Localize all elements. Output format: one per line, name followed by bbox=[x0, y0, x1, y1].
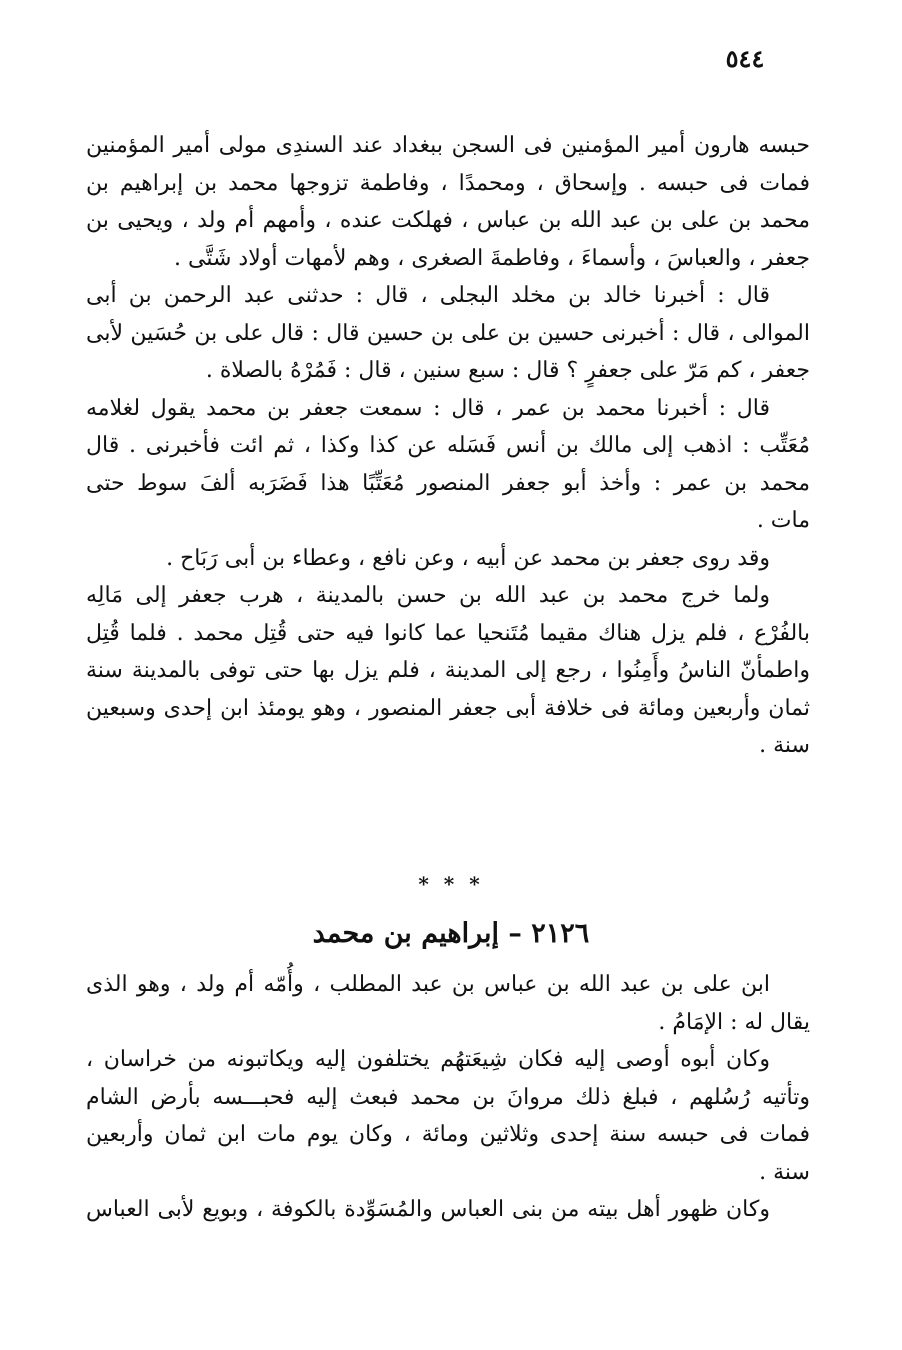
text-line: بالفُرْع ، فلم يزل هناك مقيما مُتَنحيا عما كانوا فيه حتى قُتِل محمد . فلما قُتِل bbox=[86, 620, 810, 646]
text-line: وكان أبوه أوصى إليه فكان شِيعَتهُم يختلفون إليه ويكاتبونه من خراسان ، bbox=[86, 1047, 770, 1072]
text-line: محمد بن عمر : وأخذ أبو جعفر المنصور مُعَتِّبًا هذا فَضَرَبه ألفَ سوط حتى bbox=[86, 470, 810, 496]
text-line: ثمان وأربعين ومائة فى خلافة أبى جعفر المنصور ، وهو يومئذ ابن إحدى وسبعين bbox=[86, 695, 810, 721]
text-line: فمات فى حبسه . وإسحاق ، ومحمدًا ، وفاطمة تزوجها محمد بن إبراهيم بن bbox=[86, 170, 810, 196]
text-line: وقد روى جعفر بن محمد عن أبيه ، وعن نافع ، وعطاء بن أبى رَبَاح . bbox=[166, 545, 770, 571]
text-line: محمد بن على بن عبد الله بن عباس ، فهلكت عنده ، وأمهم أم ولد ، ويحيى بن bbox=[86, 208, 810, 233]
text-line: واطمأنّ الناسُ وأَمِنُوا ، رجع إلى المدينة ، فلم يزل بها حتى توفى بالمدينة سنة bbox=[86, 658, 810, 683]
text-line: جعفر ، كم مَرّ على جعفرٍ ؟ قال : سبع سنين ، قال : فَمُرْهُ بالصلاة . bbox=[205, 358, 810, 383]
text-line: مُعَتِّب : اذهب إلى مالك بن أنس فَسَله عن كذا وكذا ، ثم ائت فأخبرنى . قال bbox=[86, 433, 810, 458]
text-line: يقال له : الإمَامُ . bbox=[658, 1009, 810, 1035]
text-line: جعفر ، والعباسَ ، وأسماءَ ، وفاطمةَ الصغرى ، وهم لأمهات أولاد شَتَّى . bbox=[174, 245, 810, 271]
text-line: حبسه هارون أمير المؤمنين فى السجن ببغداد عند السندِى مولى أمير المؤمنين bbox=[86, 133, 810, 158]
text-line: قال : أخبرنا محمد بن عمر ، قال : سمعت جعفر بن محمد يقول لغلامه bbox=[86, 395, 770, 421]
page-number: ٥٤٤ bbox=[725, 44, 765, 73]
text-line: مات . bbox=[756, 508, 810, 533]
text-line: قال : أخبرنا خالد بن مخلد البجلى ، قال : حدثنى عبد الرحمن بن أبى bbox=[86, 283, 770, 308]
section-separator: * * * bbox=[418, 872, 484, 896]
text-line: الموالى ، قال : أخبرنى حسين بن على بن حسين قال : قال على بن حُسَين لأبى bbox=[86, 320, 810, 346]
body-text-block-1 bbox=[86, 127, 810, 765]
text-line: سنة . bbox=[759, 1159, 810, 1185]
text-line: وكان ظهور أهل بيته من بنى العباس والمُسَوِّدة بالكوفة ، وبويع لأبى العباس bbox=[86, 1197, 770, 1222]
body-text-block-2 bbox=[86, 966, 810, 1229]
text-line: ابن على بن عبد الله بن عباس بن عبد المطلب ، وأُمّه أم ولد ، وهو الذى bbox=[86, 972, 770, 997]
text-line: سنة . bbox=[759, 733, 810, 758]
text-line: ولما خرج محمد بن عبد الله بن حسن بالمدينة ، هرب جعفر إلى مَالِه bbox=[86, 583, 770, 608]
text-line: وتأتيه رُسُلهم ، فبلغ ذلك مروانَ بن محمد فبعث إليه فحبـــسه بأرض الشام bbox=[86, 1084, 810, 1110]
text-line: فمات فى حبسه سنة إحدى وثلاثين ومائة ، وكان يوم مات ابن ثمان وأربعين bbox=[86, 1122, 810, 1147]
entry-heading: ٢١٢٦ – إبراهيم بن محمد bbox=[312, 918, 590, 949]
